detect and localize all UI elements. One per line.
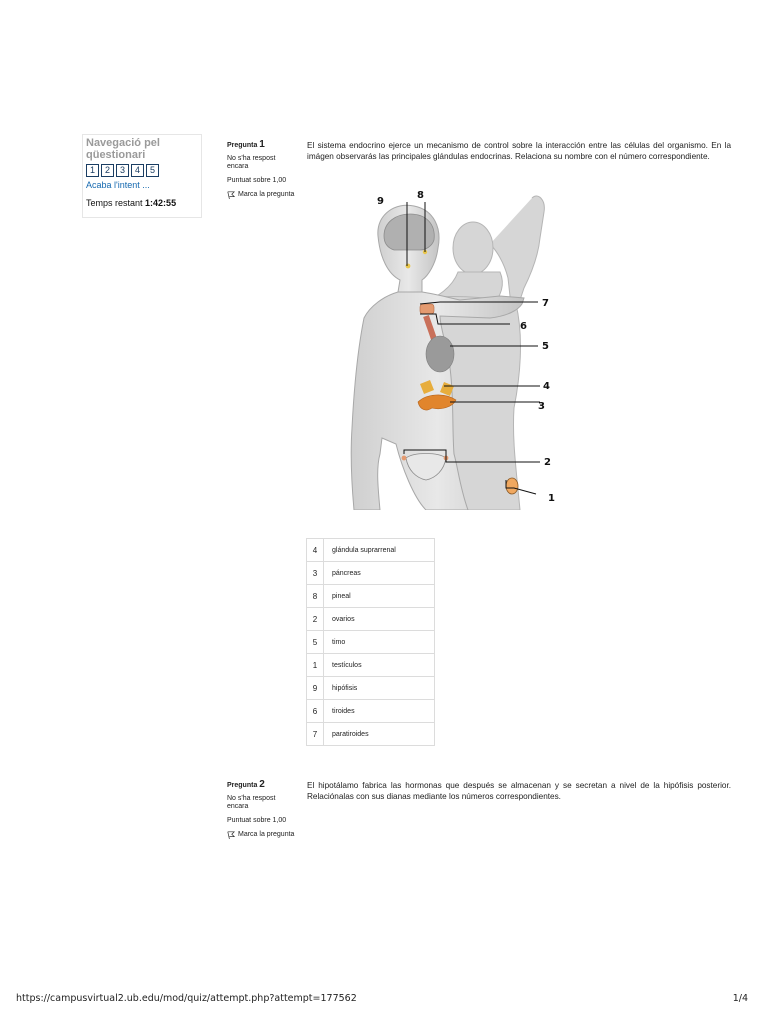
quiz-page-buttons <box>86 164 198 177</box>
table-row <box>307 539 435 562</box>
quiz-page-button-2[interactable]: 2 <box>101 164 114 177</box>
flag-question-label: Marca la pregunta <box>238 831 295 838</box>
answer-number[interactable]: 7 <box>307 723 324 746</box>
footer-url: https://campusvirtual2.ub.edu/mod/quiz/attempt.php?attempt=177562 <box>16 993 357 1004</box>
quiz-page-button-1[interactable]: 1 <box>86 164 99 177</box>
gland-name: páncreas <box>324 562 435 585</box>
figure-label-4: 4 <box>543 381 550 392</box>
answer-number[interactable]: 8 <box>307 585 324 608</box>
answer-number[interactable]: 5 <box>307 631 324 654</box>
question-state: No s'ha respost encara <box>227 795 276 810</box>
quiz-navigation-title: Navegació pel qüestionari <box>86 137 160 161</box>
question-2-text: El hipotálamo fabrica las hormonas que después se almacenan y se secretan a nivel de la hipófisis posterior. Relaciónalas con sus dianas mediante los números correspondientes. <box>307 781 731 801</box>
figure-label-6: 6 <box>520 321 527 332</box>
gland-name: glándula suprarrenal <box>324 539 435 562</box>
table-row <box>307 700 435 723</box>
flag-question-label: Marca la pregunta <box>238 191 295 198</box>
question-label: Pregunta <box>227 782 258 789</box>
answer-number[interactable]: 6 <box>307 700 324 723</box>
flag-question-toggle[interactable] <box>227 831 297 839</box>
quiz-page-button-4[interactable]: 4 <box>131 164 144 177</box>
table-row <box>307 631 435 654</box>
gland-name: hipófisis <box>324 677 435 700</box>
figure-label-8: 8 <box>417 190 424 201</box>
figure-label-2: 2 <box>544 457 551 468</box>
thyroid-gland <box>420 304 434 314</box>
testicles <box>506 478 518 494</box>
answer-number[interactable]: 3 <box>307 562 324 585</box>
question-number: 1 <box>259 139 265 150</box>
figure-label-9: 9 <box>377 196 384 207</box>
flag-icon <box>227 831 235 839</box>
gland-name: testículos <box>324 654 435 677</box>
gland-name: ovarios <box>324 608 435 631</box>
ovary-left <box>402 456 407 461</box>
footer-page-number: 1/4 <box>732 993 748 1004</box>
question-grade: Puntuat sobre 1,00 <box>227 177 287 184</box>
question-number: 2 <box>259 779 265 790</box>
figure-label-7: 7 <box>542 298 549 309</box>
question-state: No s'ha respost encara <box>227 155 276 170</box>
gland-name: pineal <box>324 585 435 608</box>
table-row <box>307 608 435 631</box>
flag-icon <box>227 191 235 199</box>
quiz-page-button-3[interactable]: 3 <box>116 164 129 177</box>
table-row <box>307 585 435 608</box>
gland-name: tiroides <box>324 700 435 723</box>
table-row <box>307 562 435 585</box>
answer-number[interactable]: 1 <box>307 654 324 677</box>
heart-thymus <box>426 336 454 372</box>
pituitary-gland <box>406 264 411 269</box>
table-row <box>307 677 435 700</box>
quiz-page-button-5[interactable]: 5 <box>146 164 159 177</box>
gland-name: paratiroides <box>324 723 435 746</box>
time-remaining-value: 1:42:55 <box>145 198 177 208</box>
flag-question-toggle[interactable] <box>227 191 297 199</box>
question-label: Pregunta <box>227 142 258 149</box>
answer-number[interactable]: 9 <box>307 677 324 700</box>
question-1-text: El sistema endocrino ejerce un mecanismo de control sobre la interacción entre las células del organismo. En la imágen observarás las principales glándulas endocrinas. Relaciona su nombre con el número correspondiente. <box>307 141 731 161</box>
figure-label-1: 1 <box>548 493 555 504</box>
figure-label-5: 5 <box>542 341 549 352</box>
table-row <box>307 654 435 677</box>
matching-table <box>306 538 435 746</box>
finish-attempt-link[interactable]: Acaba l'intent ... <box>86 180 150 190</box>
question-2-info <box>227 781 297 839</box>
quiz-navigation-block <box>82 134 202 218</box>
gland-name: timo <box>324 631 435 654</box>
answer-number[interactable]: 2 <box>307 608 324 631</box>
figure-label-3: 3 <box>538 401 545 412</box>
time-remaining-label: Temps restant <box>86 198 143 208</box>
question-grade: Puntuat sobre 1,00 <box>227 817 287 824</box>
table-row <box>307 723 435 746</box>
endocrine-glands-figure <box>340 188 558 510</box>
answer-number[interactable]: 4 <box>307 539 324 562</box>
time-remaining <box>86 198 198 208</box>
question-1-info <box>227 141 297 199</box>
